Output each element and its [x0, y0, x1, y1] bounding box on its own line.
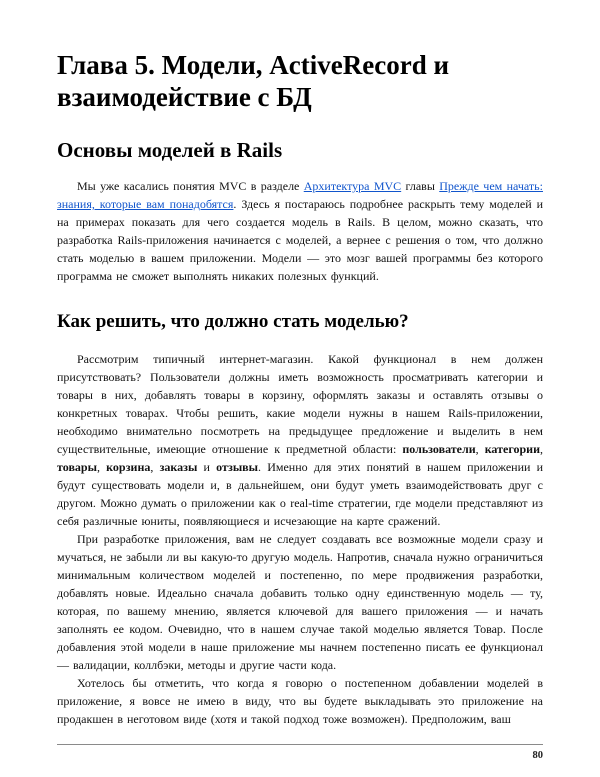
emphasized-term: корзина	[106, 459, 151, 474]
link-architecture-mvc[interactable]: Архитектура MVC	[303, 178, 402, 193]
text-run: ,	[96, 459, 107, 474]
footer-divider	[57, 744, 543, 745]
emphasized-term: отзывы	[216, 459, 259, 474]
emphasized-term: товары	[57, 459, 97, 474]
paragraph-mvc-intro	[57, 177, 543, 285]
paragraph-gradual-note	[57, 674, 543, 728]
text-run: Рассмотрим типичный интернет-магазин. Какой функционал в нем должен присутствовать? Пользователи должны иметь возможность просматривать категории и товары в них, добавлять товары в корзину, оформлять заказы и оставлять отзывы о конкретных товарах. Чтобы решить, какие модели нужны в нашем Rails-приложении, необходимо внимательно посмотреть на предыдущее предложение и выделить в нем существительные, имеющие отношение к предметной области:	[57, 351, 543, 456]
text-run: Мы уже касались понятия MVC в разделе	[77, 178, 304, 193]
paragraph-incremental-models	[57, 530, 543, 674]
text-run: и	[197, 459, 217, 474]
link-before-start-chapter[interactable]: Прежде чем начать: знания, которые вам понадобятся	[57, 178, 543, 211]
chapter-title: Глава 5. Модели, ActiveRecord и взаимодействие с БД	[57, 50, 450, 112]
text-run: ,	[540, 441, 543, 456]
section-heading-what-becomes-model: Как решить, что должно стать моделью?	[57, 310, 409, 332]
paragraph-online-store-example	[57, 350, 543, 530]
text-run: ,	[150, 459, 160, 474]
emphasized-term: пользователи	[402, 441, 476, 456]
text-run: . Именно для этих понятий в нашем приложении и будут существовать модели и, в дальнейшем, они будут уметь взаимодействовать друг с другом. Можно думать о приложении как о real-time стратегии, где модели представляют из себя различные юниты, появляющиеся и исчезающие на карте сражений.	[57, 459, 544, 528]
emphasized-term: заказы	[159, 459, 198, 474]
text-run: главы	[401, 178, 440, 193]
section-heading-rails-model-basics: Основы моделей в Rails	[57, 137, 283, 162]
text-run: Хотелось бы отметить, что когда я говорю о постепенном добавлении моделей в приложение, я вовсе не имею в виду, что вы будете выкладывать это приложение на продакшен в неготовом виде (хотя и такой подход тоже возможен). Предположим, ваш	[57, 675, 543, 726]
text-run: . Здесь я постараюсь подробнее раскрыть тему моделей и на примерах показать для чего создается модель в Rails. В целом, можно сказать, что разработка Rails-приложения начинается с моделей, а вернее с решения о том, что должно стать моделью в вашем приложении. Модели — это мозг вашей программы без которого программа не сможет выполнять никаких полезных функций.	[57, 196, 544, 283]
emphasized-term: категории	[484, 441, 540, 456]
text-run: При разработке приложения, вам не следует создавать все возможные модели сразу и мучаться, не забыли ли вы какую-то другую модель. Напротив, сначала нужно ограничиться минимальным количеством моделей и постепенно, по мере продвижения разработки, добавлять новые. Идеально сначала добавить только одну единственную модель — ту, которая, по вашему мнению, является ключевой для вашего приложения — и начать заполнять ее кодом. Очевидно, что в нашем случае такой моделью является Товар. После добавления этой модели в наше приложение мы начнем постепенно писать ее функционал — валидации, коллбэки, методы и другие части кода.	[57, 531, 543, 672]
page-number: 80	[532, 750, 543, 761]
page-footer	[57, 744, 543, 761]
text-run: ,	[475, 441, 485, 456]
